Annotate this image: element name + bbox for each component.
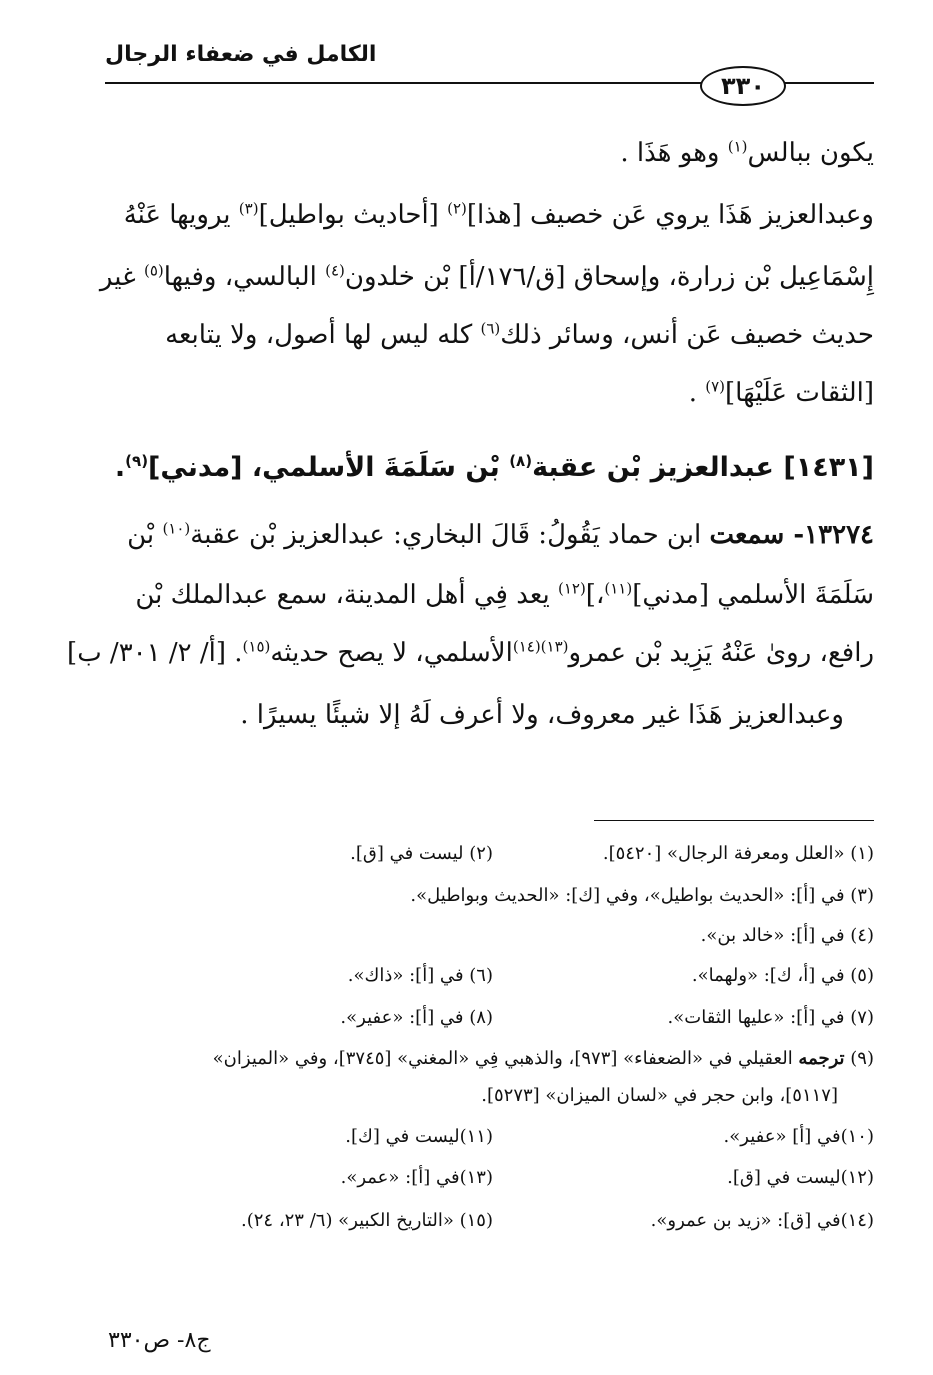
paragraph-line [124, 200, 874, 230]
text-run: بْن سَلَمَةَ الأسلمي، [مدني] [148, 452, 510, 483]
footnote-ref: (٤) [325, 261, 345, 280]
paragraph-line [67, 638, 874, 668]
text-run: ابن حماد يَقُولُ: قَالَ البخاري: عبدالعزيز بْن عقبة [190, 520, 710, 550]
footnote-rule [594, 820, 874, 821]
footnote: (٤) في [أ]: «خالد بن». [700, 925, 874, 946]
footnote: (٣) في [أ]: «الحديث بواطيل»، وفي [ك]: «الحديث وبواطيل». [410, 885, 874, 906]
text-run: سَلَمَةَ الأسلمي [مدني] [632, 580, 874, 610]
text-run: [١٤٣١] عبدالعزيز بْن عقبة [532, 452, 874, 483]
footnote-ref: (١٣)(١٤) [512, 637, 569, 656]
footnote: (٨) في [أ]: «عفير». [340, 1007, 493, 1028]
page-number-badge: ٣٣٠ [700, 66, 786, 106]
narration-number: ١٣٢٧٤- سمعت [709, 520, 874, 550]
footnote: (١٤)في [ق]: «زيد بن عمرو». [650, 1210, 874, 1231]
text-run: البالسي، وفيها [163, 262, 326, 292]
footnote: (١١)ليست في [ك]. [345, 1126, 493, 1147]
text-run: ترجمه [798, 1048, 845, 1069]
footnote-ref: (٣) [238, 199, 259, 218]
text-run: [الثقات عَلَيْهَا] [725, 378, 874, 408]
footnote: (١٥) «التاريخ الكبير» (٦/ ٢٣، ٢٤). [241, 1210, 493, 1231]
text-run: وعبدالعزيز هَذَا يروي عَن خصيف [هذا] [466, 200, 874, 230]
paragraph-line [127, 520, 874, 550]
text-run: يعد فِي أهل المدينة، سمع عبدالملك بْن [135, 580, 558, 610]
footnote: (١٣)في [أ]: «عمر». [340, 1167, 493, 1188]
text-run: . [114, 452, 126, 483]
footnote: (٧) في [أ]: «عليها الثقات». [667, 1007, 874, 1028]
footnote-ref: (١٥) [242, 637, 271, 656]
footnote [213, 1048, 874, 1069]
paragraph-line [240, 700, 844, 730]
footnote-ref: (٧) [705, 377, 726, 396]
footnote-ref: (٦) [480, 319, 501, 338]
text-run: بْن [127, 520, 163, 550]
footnote: (٦) في [أ]: «ذاك». [347, 965, 493, 986]
text-run: إِسْمَاعِيل بْن زرارة، وإسحاق [ق/١٧٦/أ] بْن خلدون [344, 262, 874, 292]
footnote: (٥) في [أ، ك]: «ولهما». [691, 965, 874, 986]
text-run: وعبدالعزيز هَذَا غير معروف، ولا أعرف لَهُ إلا شيئًا يسيرًا . [240, 700, 844, 730]
footnote-ref: (٩) [125, 452, 149, 470]
paragraph-line [689, 378, 874, 408]
text-run: وهو هَذَا . [620, 138, 728, 168]
footnote-ref: (١) [727, 137, 748, 156]
footnote-ref: (٢) [447, 199, 467, 218]
footnote-ref: (٨) [509, 452, 533, 470]
text-run: . [688, 378, 706, 408]
footnote: (١٢)ليست في [ق]. [727, 1167, 874, 1188]
footnote-ref: (١٢) [557, 579, 586, 598]
paragraph-line [165, 320, 874, 350]
footnote-ref: (١١) [604, 579, 633, 598]
text-run: حديث خصيف عَن أنس، وسائر ذلك [500, 320, 874, 350]
footnote-ref: (٥) [143, 261, 164, 280]
running-title: الكامل في ضعفاء الرجال [105, 42, 377, 67]
text-run: ،] [585, 580, 605, 610]
page-footer: ج٨- ص٣٣٠ [108, 1328, 211, 1353]
text-run: العقيلي في «الضعفاء» [٩٧٣]، والذهبي فِي «المغني» [٣٧٤٥]، وفي «الميزان» [212, 1048, 799, 1069]
footnote: (١) «العلل ومعرفة الرجال» [٥٤٢٠]. [602, 843, 874, 864]
text-run: . [أ/ ٢/ ٣٠١/ ب] [67, 638, 243, 668]
text-run: غير [99, 262, 144, 292]
paragraph-line [620, 138, 874, 168]
entry-heading [115, 452, 874, 483]
text-run: (٩) [844, 1048, 874, 1069]
text-run: يكون ببالس [747, 138, 874, 168]
text-run: الأسلمي، لا يصح حديثه [270, 638, 513, 668]
footnote: (٢) ليست في [ق]. [350, 843, 493, 864]
text-run: رافع، روىٰ عَنْهُ يَزِيد بْن عمرو [568, 638, 874, 668]
footnote: (١٠)في [أ] «عفير». [723, 1126, 874, 1147]
footnote-continuation: [٥١١٧]، وابن حجر في «لسان الميزان» [٥٢٧٣]. [481, 1085, 838, 1106]
paragraph-line [135, 580, 874, 610]
text-run: كله ليس لها أصول، ولا يتابعه [165, 320, 481, 350]
paragraph-line [100, 262, 874, 292]
text-run: [أحاديث بواطيل] [258, 200, 448, 230]
footnote-ref: (١٠) [162, 519, 191, 538]
text-run: يرويها عَنْهُ [123, 200, 239, 230]
